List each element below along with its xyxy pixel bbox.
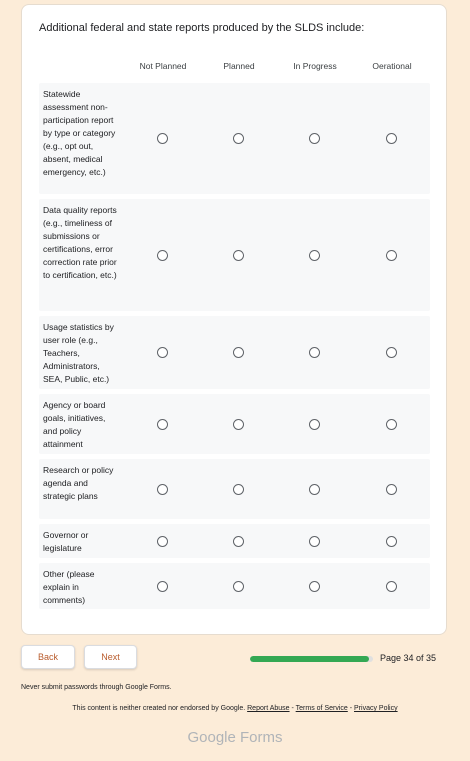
- radio-operational[interactable]: [386, 347, 397, 358]
- back-button[interactable]: Back: [21, 645, 75, 669]
- radio-not-planned[interactable]: [157, 581, 168, 592]
- radio-planned[interactable]: [233, 250, 244, 261]
- google-forms-logo: [0, 729, 470, 746]
- disclaimer: [0, 705, 470, 712]
- disclaimer-text: This content is neither created nor endorsed by Google.: [72, 705, 246, 712]
- question-title: Additional federal and state reports produced by the SLDS include:: [39, 22, 365, 34]
- terms-link[interactable]: Terms of Service: [295, 705, 348, 712]
- radio-not-planned[interactable]: [157, 536, 168, 547]
- separator: -: [289, 705, 296, 712]
- grid-row: [39, 394, 430, 454]
- row-label: Statewide assessment non-participation report by type or category (e.g., opt out, absent, medical emergency, etc.): [43, 89, 116, 177]
- radio-planned[interactable]: [233, 484, 244, 495]
- next-button[interactable]: Next: [84, 645, 137, 669]
- row-label: Data quality reports (e.g., timeliness of submissions or certifications, error correction rate prior to certification, etc.): [43, 205, 117, 280]
- row-label: Usage statistics by user role (e.g., Teachers, Administrators, SEA, Public, etc.): [43, 322, 114, 384]
- radio-in-progress[interactable]: [309, 419, 320, 430]
- grid-row: [39, 459, 430, 519]
- brand-forms: Forms: [240, 729, 283, 746]
- radio-operational[interactable]: [386, 419, 397, 430]
- radio-operational[interactable]: [386, 484, 397, 495]
- radio-operational[interactable]: [386, 133, 397, 144]
- radio-not-planned[interactable]: [157, 133, 168, 144]
- row-label: Other (please explain in comments): [43, 569, 95, 605]
- radio-planned[interactable]: [233, 347, 244, 358]
- radio-operational[interactable]: [386, 536, 397, 547]
- row-label: Governor or legislature: [43, 530, 89, 553]
- grid-row: [39, 199, 430, 311]
- radio-in-progress[interactable]: [309, 250, 320, 261]
- column-header-not-planned: Not Planned: [139, 61, 187, 71]
- question-card: [21, 4, 447, 635]
- progress-bar: [250, 656, 373, 662]
- row-label: Agency or board goals, initiatives, and policy attainment: [43, 400, 106, 449]
- column-header-in-progress: In Progress: [293, 61, 337, 71]
- radio-in-progress[interactable]: [309, 484, 320, 495]
- privacy-link[interactable]: Privacy Policy: [354, 705, 398, 712]
- radio-planned[interactable]: [233, 419, 244, 430]
- page-indicator: Page 34 of 35: [380, 653, 437, 663]
- row-label: Research or policy agenda and strategic plans: [43, 465, 114, 501]
- separator: -: [347, 705, 355, 712]
- grid-row: [39, 83, 430, 194]
- radio-in-progress[interactable]: [309, 536, 320, 547]
- brand-google: Google: [187, 729, 236, 746]
- radio-planned[interactable]: [233, 536, 244, 547]
- radio-planned[interactable]: [233, 581, 244, 592]
- radio-in-progress[interactable]: [309, 133, 320, 144]
- column-header-operational: Oerational: [372, 61, 412, 71]
- radio-in-progress[interactable]: [309, 347, 320, 358]
- report-abuse-link[interactable]: Report Abuse: [247, 705, 290, 712]
- password-warning: Never submit passwords through Google Forms.: [21, 684, 172, 691]
- column-header-planned: Planned: [223, 61, 255, 71]
- radio-not-planned[interactable]: [157, 250, 168, 261]
- radio-operational[interactable]: [386, 581, 397, 592]
- radio-not-planned[interactable]: [157, 484, 168, 495]
- radio-planned[interactable]: [233, 133, 244, 144]
- radio-operational[interactable]: [386, 250, 397, 261]
- grid-row: [39, 563, 430, 609]
- progress-fill: [250, 656, 369, 662]
- grid-row: [39, 524, 430, 558]
- radio-not-planned[interactable]: [157, 419, 168, 430]
- radio-not-planned[interactable]: [157, 347, 168, 358]
- grid-row: [39, 316, 430, 389]
- radio-in-progress[interactable]: [309, 581, 320, 592]
